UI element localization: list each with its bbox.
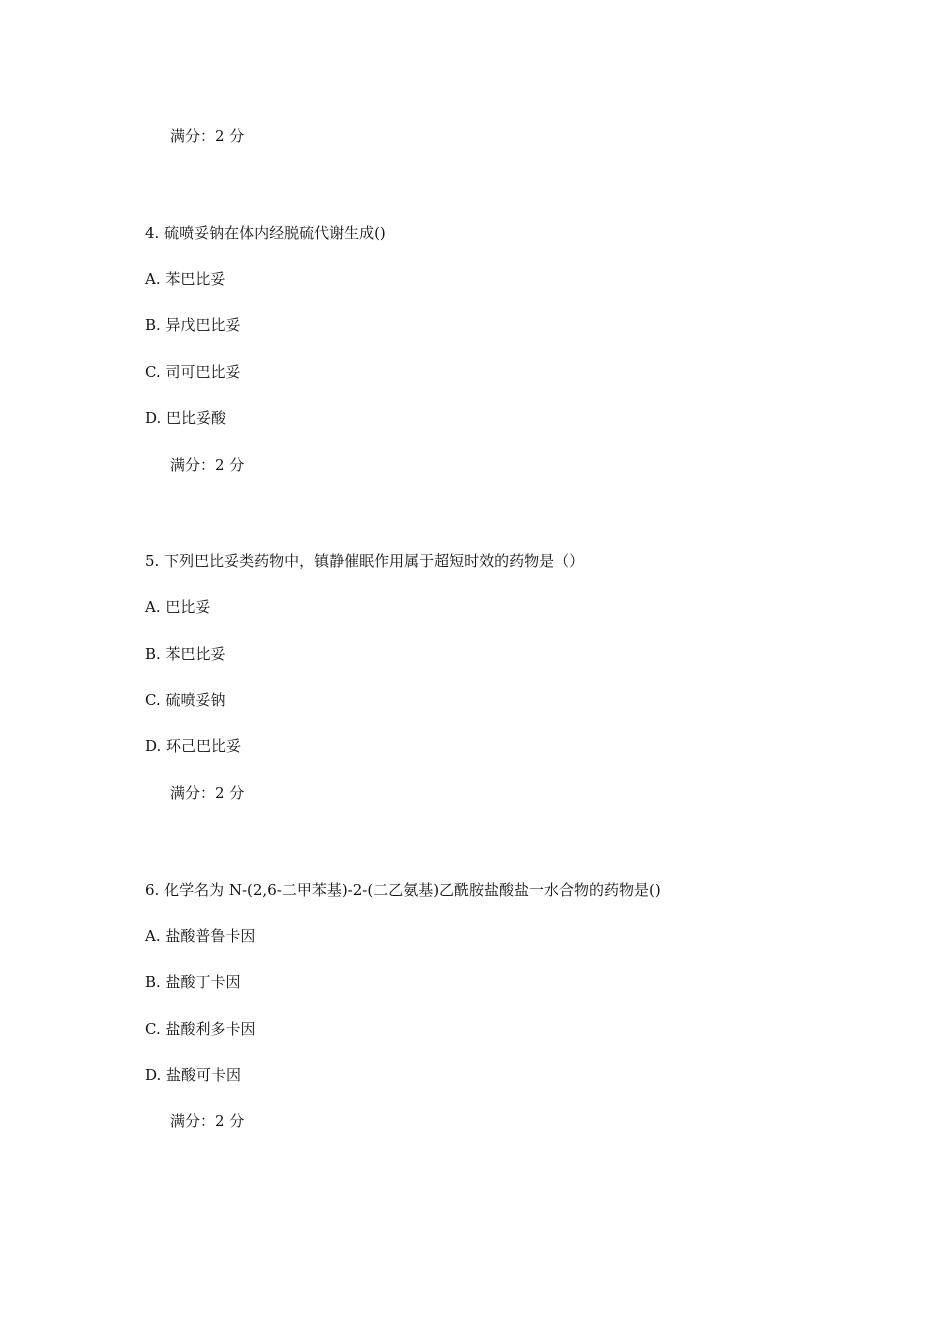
question-6-text: 6. 化学名为 N-(2,6-二甲苯基)-2-(二乙氨基)乙酰胺盐酸盐一水合物的药物是() (145, 881, 661, 899)
question-6-option-b: B. 盐酸丁卡因 (145, 973, 241, 991)
question-4-score: 满分：2 分 (170, 456, 245, 474)
question-6-option-d: D. 盐酸可卡因 (145, 1066, 242, 1084)
question-4-option-c: C. 司可巴比妥 (145, 363, 241, 381)
question-5-option-a: A. 巴比妥 (145, 598, 211, 616)
question-6-option-a: A. 盐酸普鲁卡因 (145, 927, 256, 945)
question-5-score: 满分：2 分 (170, 784, 245, 802)
question-4-option-b: B. 异戊巴比妥 (145, 316, 241, 334)
question-5-option-d: D. 环己巴比妥 (145, 737, 242, 755)
score-label: 满分：2 分 (170, 127, 245, 145)
question-6-option-c: C. 盐酸利多卡因 (145, 1020, 256, 1038)
question-4-option-a: A. 苯巴比妥 (145, 270, 226, 288)
question-6-score: 满分：2 分 (170, 1112, 245, 1130)
question-5-option-b: B. 苯巴比妥 (145, 645, 226, 663)
question-4-option-d: D. 巴比妥酸 (145, 409, 227, 427)
question-4-text: 4. 硫喷妥钠在体内经脱硫代谢生成() (145, 224, 386, 242)
question-5-option-c: C. 硫喷妥钠 (145, 691, 226, 709)
question-5-text: 5. 下列巴比妥类药物中，镇静催眠作用属于超短时效的药物是（） (145, 552, 585, 570)
